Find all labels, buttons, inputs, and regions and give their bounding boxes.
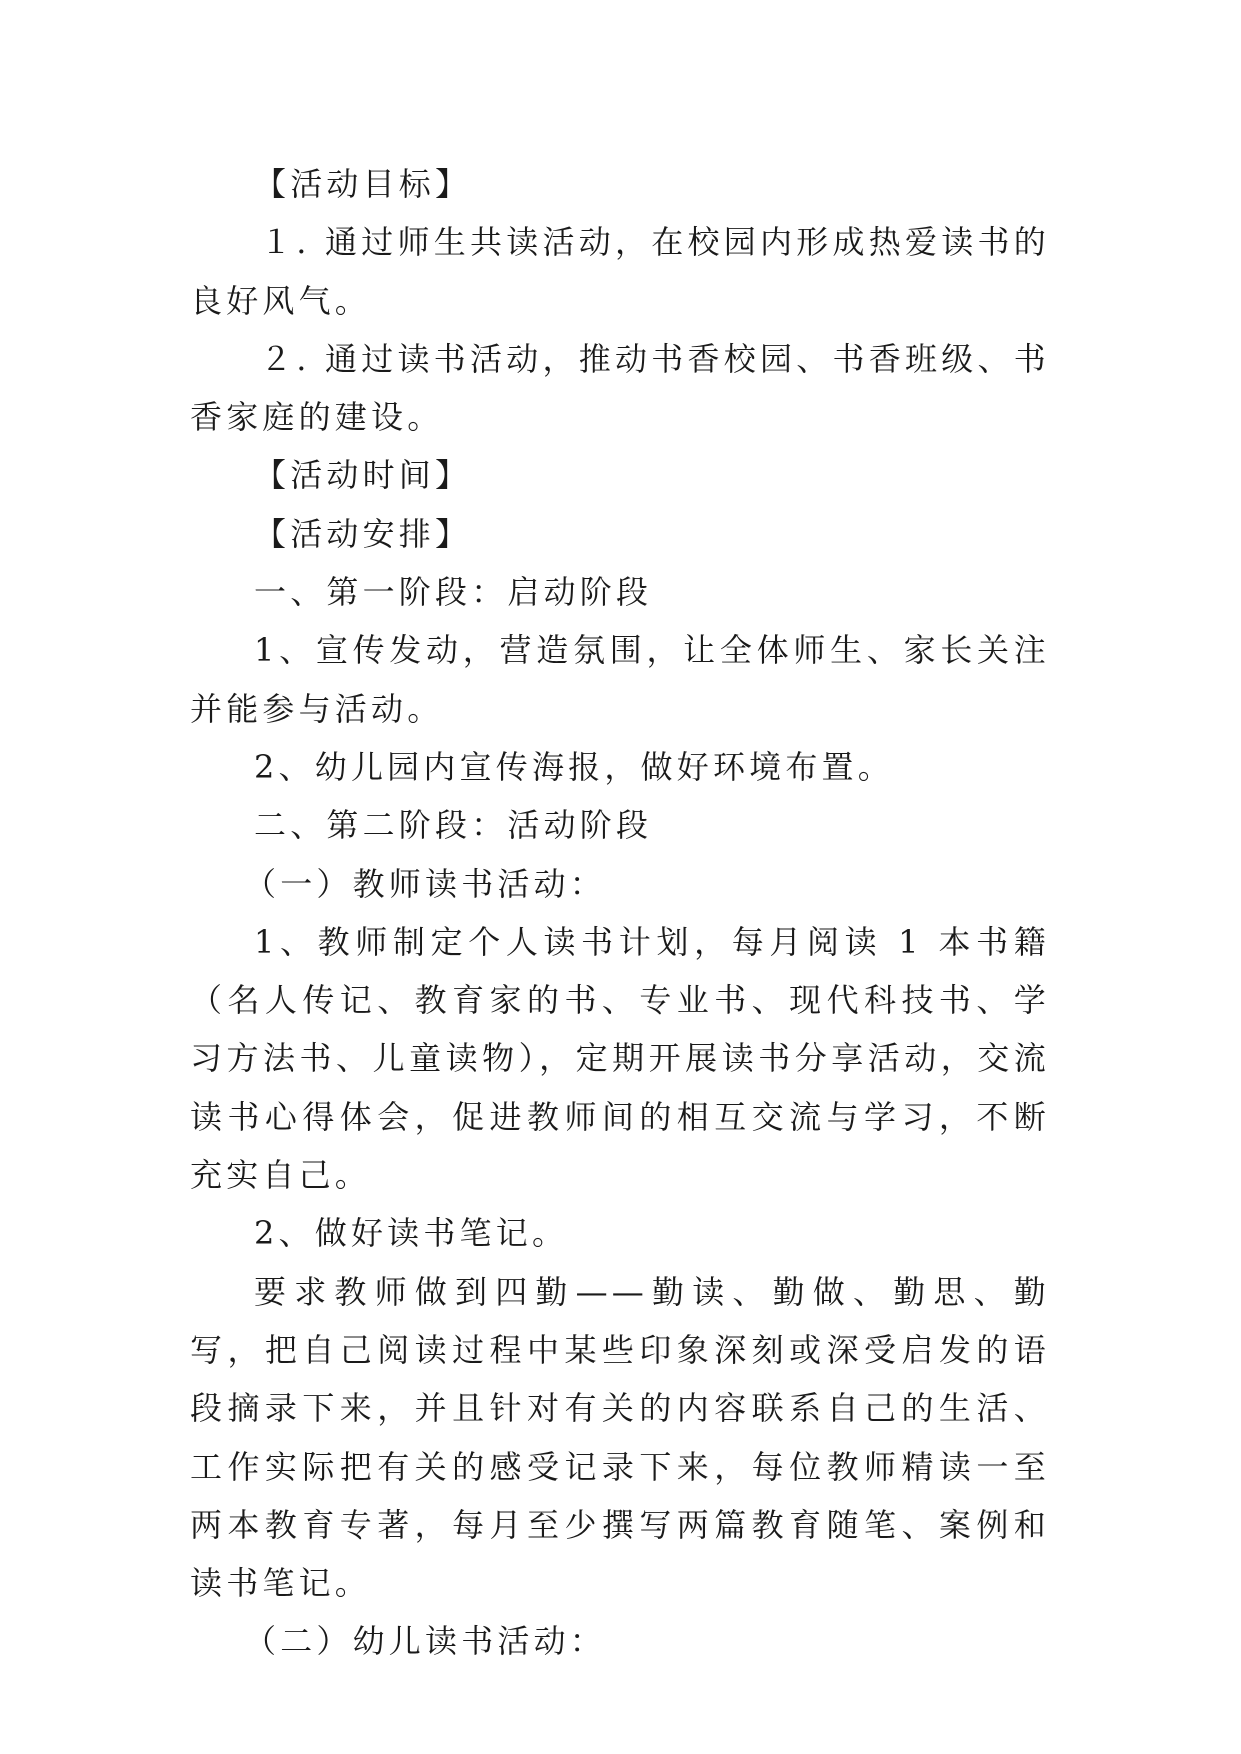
stage-1-item-2: 2、幼儿园内宣传海报，做好环境布置。 (254, 747, 894, 786)
subsection-child-activity: （二）幼儿读书活动： (244, 1622, 607, 1661)
subsection-teacher-activity: （一）教师读书活动： (244, 864, 607, 903)
document-body (190, 155, 1050, 1671)
goal-item-1: １. 通过师生共读活动，在校园内形成热爱读书的良好风气。 (190, 223, 1050, 320)
stage-heading-2: 二、第二阶段：活动阶段 (254, 806, 653, 845)
stage-heading-1: 一、第一阶段：启动阶段 (254, 573, 653, 612)
goal-item-2: ２. 通过读书活动，推动书香校园、书香班级、书香家庭的建设。 (190, 339, 1050, 437)
teacher-item-2: 2、做好读书笔记。 (254, 1214, 569, 1253)
section-heading-arrangement: 【活动安排】 (254, 514, 472, 553)
teacher-requirement-paragraph: 要求教师做到四勤——勤读、勤做、勤思、勤写，把自己阅读过程中某些印象深刻或深受启发的语段摘录下来，并且针对有关的内容联系自己的生活、工作实际把有关的感受记录下来，每位教师精读一至两本教育专著，每月至少撰写两篇教育随笔、案例和读书笔记。 (190, 1272, 1050, 1603)
stage-1-item-1: 1、宣传发动，营造氛围，让全体师生、家长关注并能参与活动。 (190, 631, 1050, 728)
teacher-item-1: 1、教师制定个人读书计划，每月阅读 1 本书籍（名人传记、教育家的书、专业书、现代科技书、学习方法书、儿童读物），定期开展读书分享活动，交流读书心得体会，促进教师间的相互交流与学习，不断充实自己。 (190, 922, 1050, 1195)
section-heading-time: 【活动时间】 (254, 456, 472, 495)
section-heading-goal: 【活动目标】 (254, 165, 472, 203)
